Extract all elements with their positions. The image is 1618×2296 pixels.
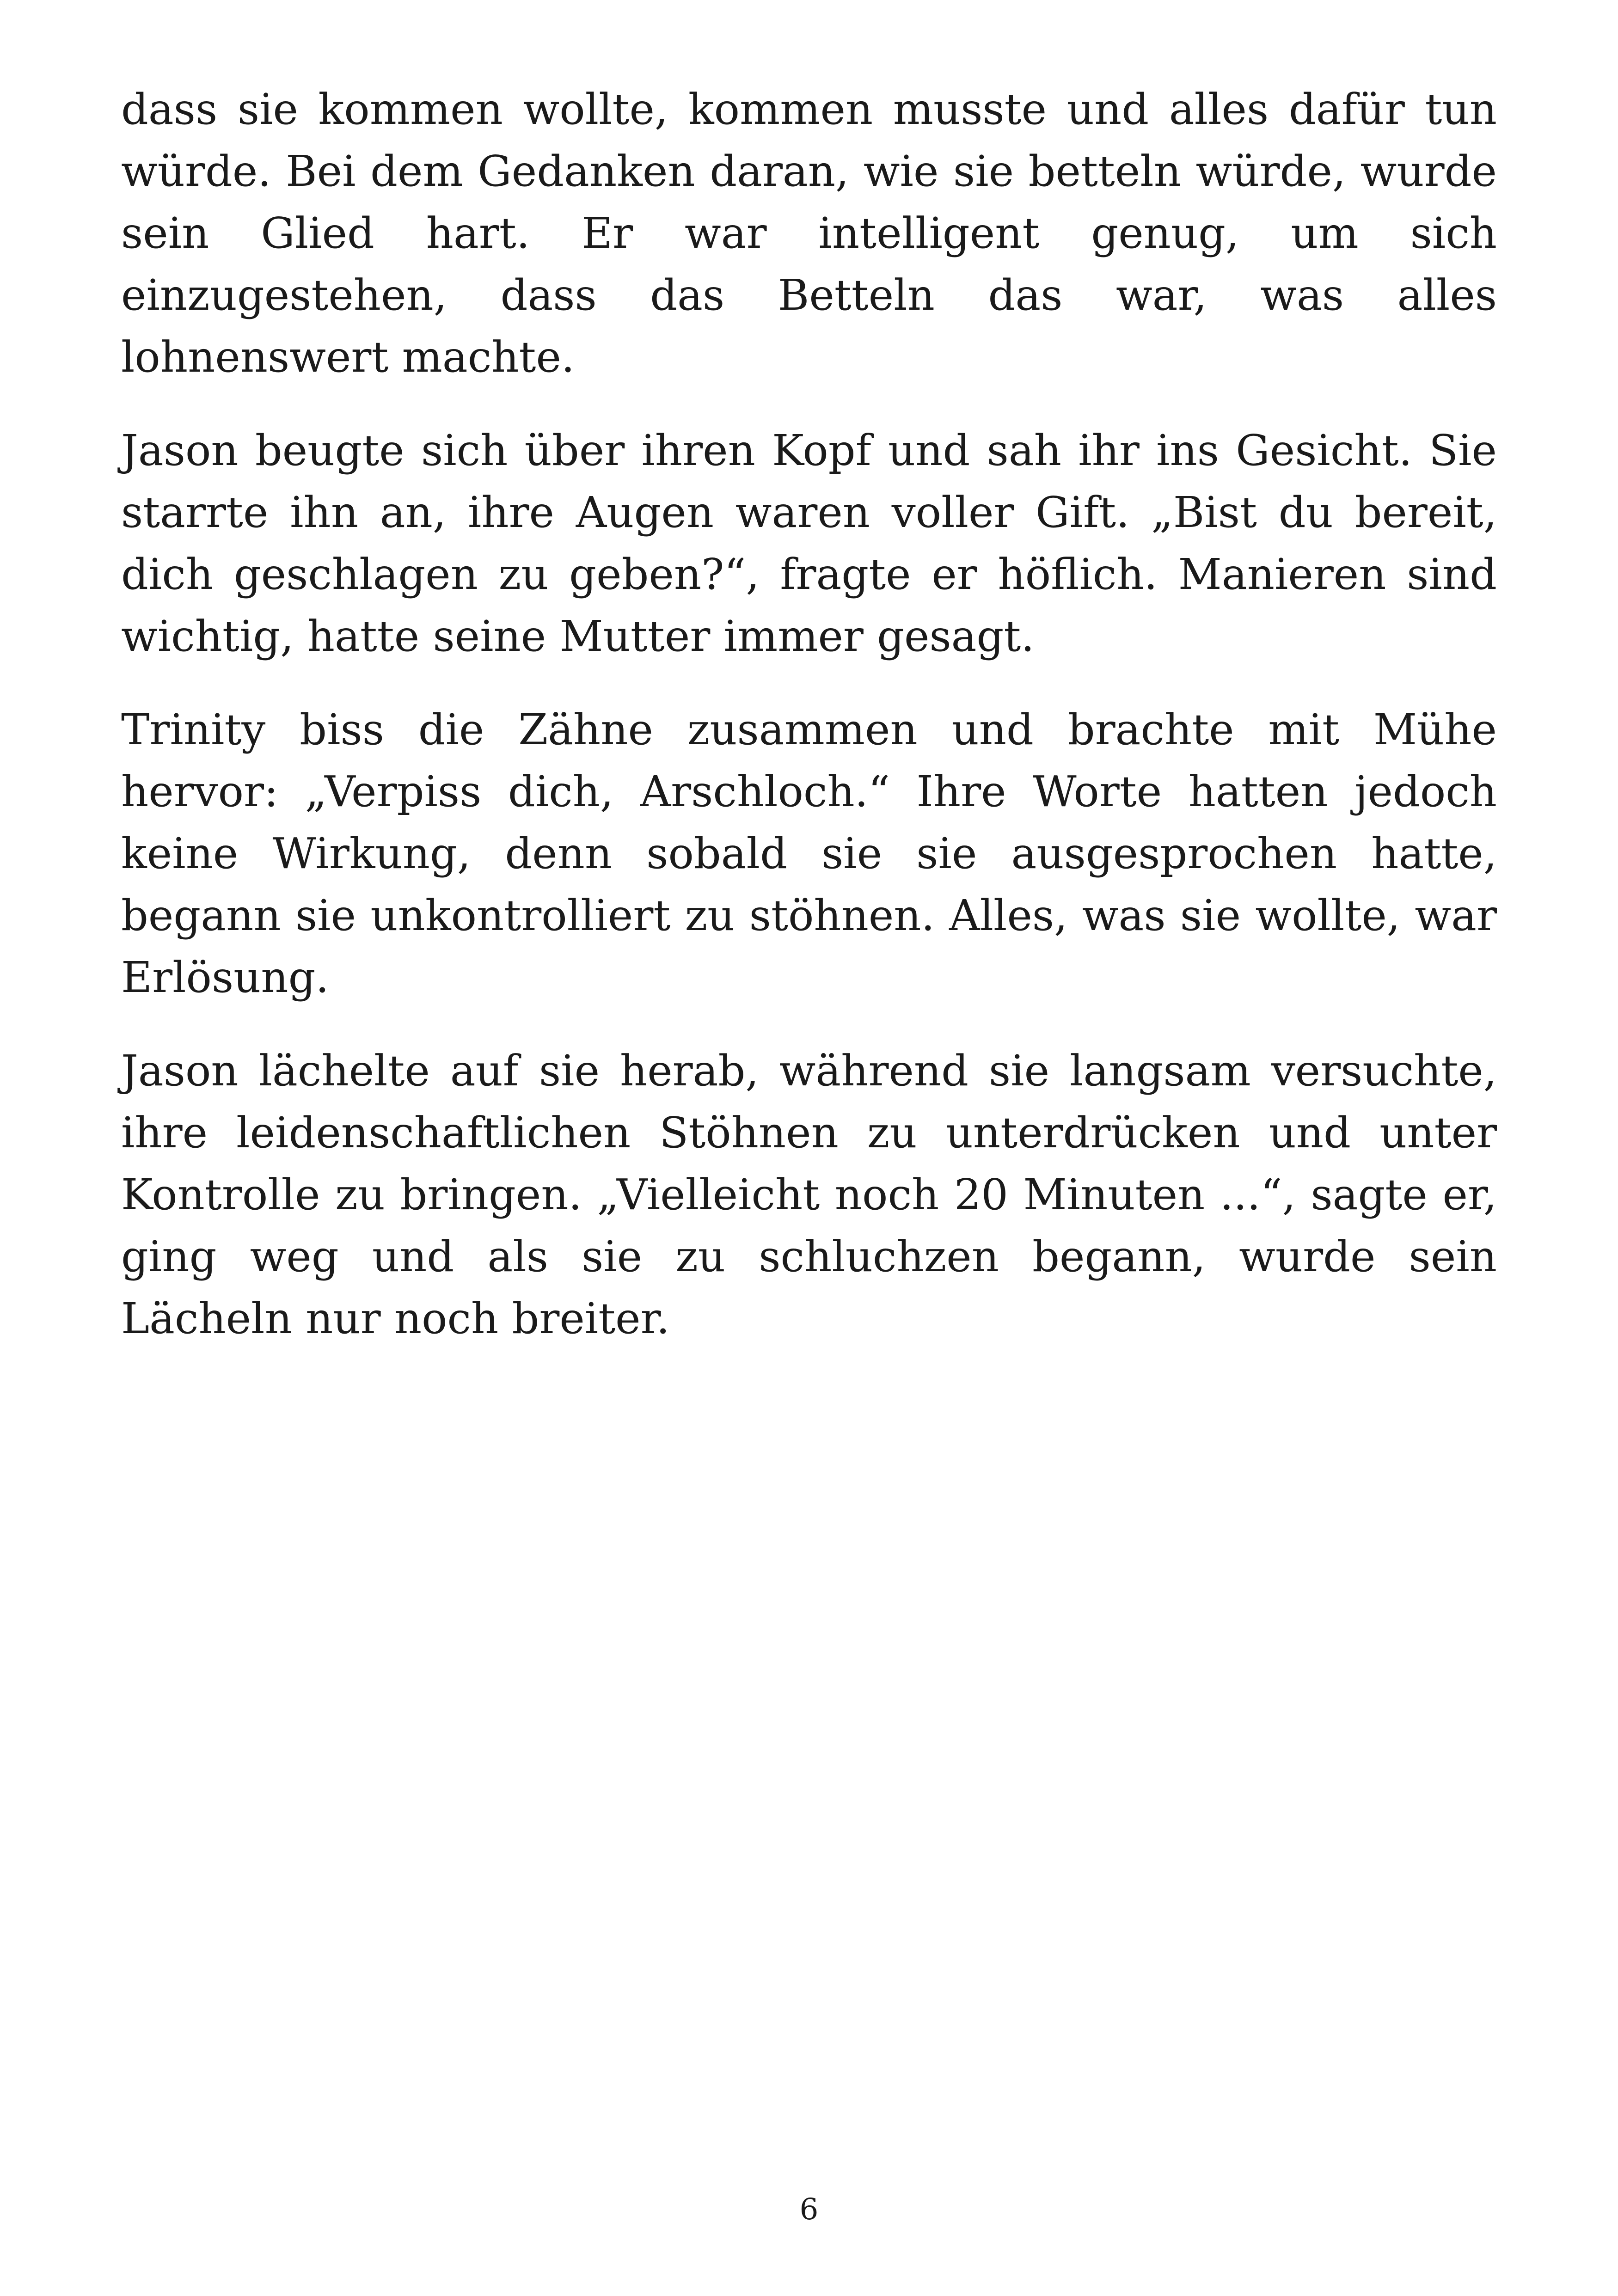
paragraph-4: Jason lächelte auf sie herab, während sie langsam versuchte, ihre leidenschaftlichen Stöhnen zu unterdrücken und unter Kontrolle zu bringen. „Vielleicht noch 20 Minuten ...“, sagte er, ging weg und als sie zu schluchzen begann, wurde sein Lächeln nur noch breiter. <box>121 1046 1497 1343</box>
paragraph-3: Trinity biss die Zähne zusammen und brachte mit Mühe hervor: „Verpiss dich, Arschloch.“ Ihre Worte hatten jedoch keine Wirkung, denn sobald sie sie ausgesprochen hatte, begann sie unkontrolliert zu stöhnen. Alles, was sie wollte, war Erlösung. <box>121 705 1497 1002</box>
paragraph-1: dass sie kommen wollte, kommen musste und alles dafür tun würde. Bei dem Gedanken daran, wie sie betteln würde, wurde sein Glied hart. Er war intelligent genug, um sich einzugestehen, dass das Betteln das war, was alles lohnenswert machte. <box>121 85 1497 382</box>
body-text <box>121 79 1497 1381</box>
paragraph-2: Jason beugte sich über ihren Kopf und sah ihr ins Gesicht. Sie starrte ihn an, ihre Augen waren voller Gift. „Bist du bereit, dich geschlagen zu geben?“, fragte er höflich. Manieren sind wichtig, hatte seine Mutter immer gesagt. <box>121 426 1497 661</box>
page-number: 6 <box>799 2192 819 2227</box>
